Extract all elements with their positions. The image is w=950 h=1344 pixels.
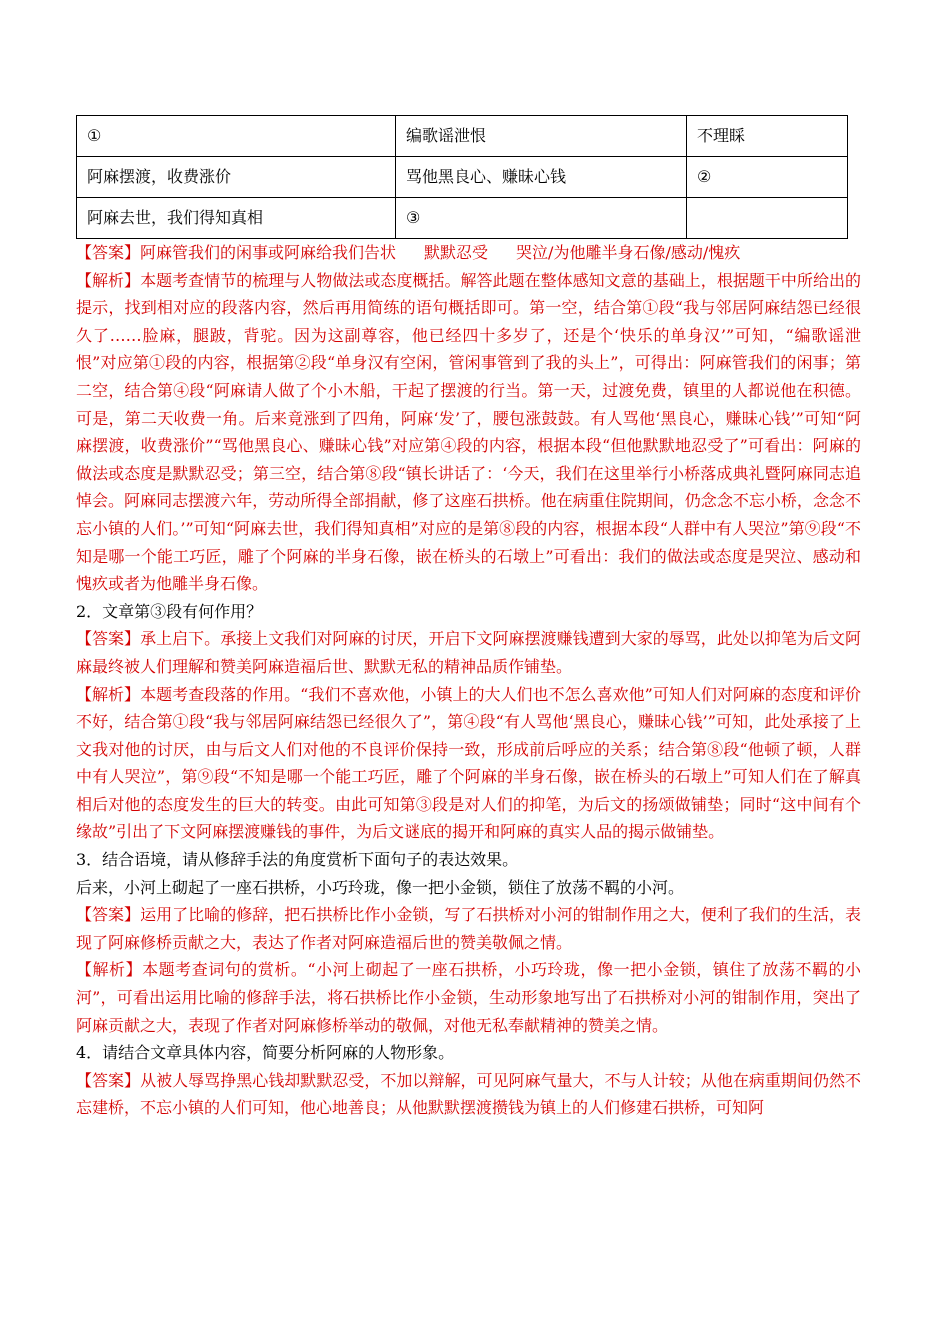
analysis-tag: 【解析】 (76, 270, 141, 290)
answer-tag: 【答案】 (76, 1070, 141, 1090)
answer-text: 从被人辱骂挣黑心钱却默默忍受，不加以辩解，可见阿麻气量大，不与人计较；从他在病重期间仍然不忘建桥，不忘小镇的人们可知，他心地善良；从他默默摆渡攒钱为镇上的人们修建石拱桥，可知阿 (76, 1070, 861, 1118)
q3-answer (76, 901, 861, 956)
table-cell: ① (77, 116, 396, 157)
answer-tag: 【答案】 (76, 243, 141, 262)
q3-analysis (76, 956, 861, 1039)
document-body (76, 239, 861, 1122)
q2-analysis (76, 681, 861, 847)
q4-question: 4．请结合文章具体内容，简要分析阿麻的人物形象。 (76, 1043, 455, 1063)
answer-part: 阿麻管我们的闲事或阿麻给我们告状 (140, 243, 397, 262)
analysis-text: 本题考查段落的作用。“我们不喜欢他，小镇上的大人们也不怎么喜欢他”可知人们对阿麻的态度和评价不好，结合第①段“我与邻居阿麻结怨已经很久了”，第④段“有人骂他‘黑良心，赚昧心钱’”可知，此处承接了上文我对他的讨厌，由与后文人们对他的不良评价保持一致，形成前后呼应的关系；结合第⑧段“他顿了顿，人群中有人哭泣”，第⑨段“不知是哪一个能工巧匠，雕了个阿麻的半身石像，嵌在桥头的石墩上”可知人们在了解真相后对他的态度发生的巨大的转变。由此可知第③段是对人们的抑笔，为后文的扬颂做铺垫；同时“这中间有个缘故”引出了下文阿麻摆渡赚钱的事件，为后文谜底的揭开和阿麻的真实人品的揭示做铺垫。 (76, 684, 861, 842)
answer-text: 运用了比喻的修辞，把石拱桥比作小金锁，写了石拱桥对小河的钳制作用之大，便利了我们的生活，表现了阿麻修桥贡献之大，表达了作者对阿麻造福后世的赞美敬佩之情。 (76, 905, 861, 952)
document-page (76, 115, 871, 1122)
q3-question: 3．结合语境，请从修辞手法的角度赏析下面句子的表达效果。 (76, 850, 519, 870)
analysis-tag: 【解析】 (76, 684, 141, 704)
table-row (77, 116, 848, 157)
summary-table (76, 115, 848, 239)
answer-part: 默默忍受 (424, 243, 489, 262)
table-row (77, 198, 848, 239)
table-row (77, 157, 848, 198)
q2-answer (76, 625, 861, 680)
analysis-text: 本题考查词句的赏析。“小河上砌起了一座石拱桥，小巧玲珑，像一把小金锁，镇住了放荡不羁的小河”，可看出运用比喻的修辞手法，将石拱桥比作小金锁，生动形象地写出了石拱桥对小河的钳制作用，突出了阿麻贡献之大，表现了作者对阿麻修桥举动的敬佩，对他无私奉献精神的赞美之情。 (76, 960, 861, 1035)
table-cell: 编歌谣泄恨 (396, 116, 687, 157)
table-cell: 不理睬 (687, 116, 848, 157)
q4-answer (76, 1067, 861, 1122)
q1-analysis (76, 267, 861, 598)
table-cell: 阿麻去世，我们得知真相 (77, 198, 396, 239)
q1-answer (76, 239, 861, 267)
table-cell: 骂他黑良心、赚昧心钱 (396, 157, 687, 198)
answer-part: 哭泣/为他雕半身石像/感动/愧疚 (516, 243, 741, 262)
table-cell (687, 198, 848, 239)
answer-tag: 【答案】 (76, 629, 141, 649)
table-cell: ② (687, 157, 848, 198)
q3-sentence: 后来，小河上砌起了一座石拱桥，小巧玲珑，像一把小金锁，锁住了放荡不羁的小河。 (76, 877, 685, 897)
table-cell: ③ (396, 198, 687, 239)
answer-text: 承上启下。承接上文我们对阿麻的讨厌，开启下文阿麻摆渡赚钱遭到大家的辱骂，此处以抑笔为后文阿麻最终被人们理解和赞美阿麻造福后世、默默无私的精神品质作铺垫。 (76, 629, 861, 676)
answer-tag: 【答案】 (76, 905, 141, 925)
analysis-tag: 【解析】 (76, 960, 143, 980)
q2-question: 2．文章第③段有何作用？ (76, 601, 263, 621)
table-cell: 阿麻摆渡，收费涨价 (77, 157, 396, 198)
analysis-text: 本题考查情节的梳理与人物做法或态度概括。解答此题在整体感知文意的基础上，根据题干中所给出的提示，找到相对应的段落内容，然后再用简练的语句概括即可。第一空，结合第①段“我与邻居阿麻结怨已经很久了……脸麻，腿跛，背驼。因为这副尊容，他已经四十多岁了，还是个‘快乐的单身汉’”可知，“编歌谣泄恨”对应第①段的内容，根据第②段“单身汉有空闲，管闲事管到了我的头上”，可得出：阿麻管我们的闲事；第二空，结合第④段“阿麻请人做了个小木船，干起了摆渡的行当。第一天，过渡免费，镇里的人都说他在积德。可是，第二天收费一角。后来竟涨到了四角，阿麻‘发’了，腰包涨鼓鼓。有人骂他‘黑良心，赚昧心钱’”可知“阿麻摆渡，收费涨价”“骂他黑良心、赚昧心钱”对应第④段的内容，根据本段“但他默默地忍受了”可看出：阿麻的做法或态度是默默忍受；第三空，结合第⑧段“镇长讲话了：‘今天，我们在这里举行小桥落成典礼暨阿麻同志追悼会。阿麻同志摆渡六年，劳动所得全部捐献，修了这座石拱桥。他在病重住院期间，仍念念不忘小桥，念念不忘小镇的人们。’”可知“阿麻去世，我们得知真相”对应的是第⑧段的内容，根据本段“人群中有人哭泣”第⑨段“不知是哪一个能工巧匠，雕了个阿麻的半身石像，嵌在桥头的石墩上”可看出：我们的做法或态度是哭泣、感动和愧疚或者为他雕半身石像。 (76, 270, 861, 594)
